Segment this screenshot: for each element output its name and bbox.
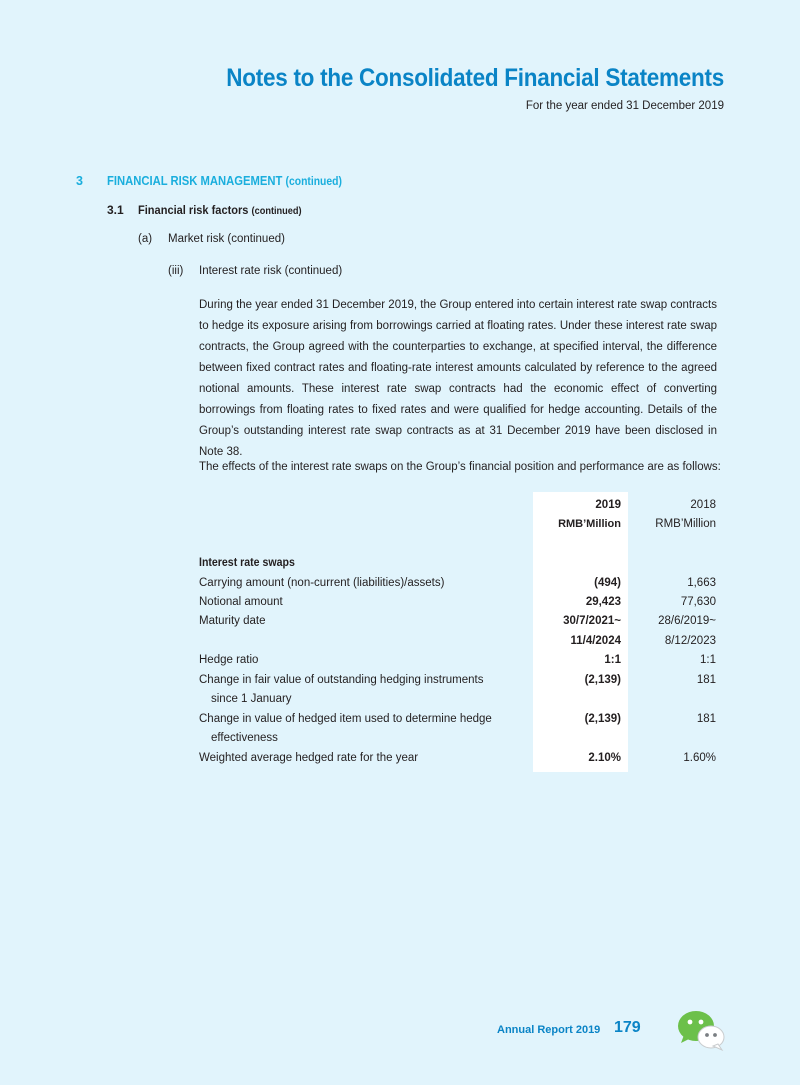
row-label: Carrying amount (non-current (liabilities)/assets) — [199, 577, 445, 589]
row-label: Change in value of hedged item used to determine hedge — [199, 713, 492, 725]
table-row — [199, 596, 717, 615]
body-paragraph-1: During the year ended 31 December 2019, the Group entered into certain interest rate swap contracts to hedge its exposure arising from borrowings carried at floating rates. Under these interest rate swap contracts, the Group agreed with the counterparties to exchange, at specified interval, the difference between fixed contract rates and floating-rate interest amounts calculated by reference to the agreed notional amounts. These interest rate swap contracts had the economic effect of converting borrowings from floating rates to fixed rates and were qualified for hedge accounting. Details of the Group’s outstanding interest rate swap contracts as at 31 December 2019 have been disclosed in Note 38. — [199, 299, 717, 458]
row-label: since 1 January — [211, 693, 292, 705]
row-value-2019: 30/7/2021~ — [563, 615, 621, 627]
row-value-2018: 1,663 — [687, 577, 716, 589]
row-value-2019: (494) — [594, 577, 621, 589]
section-heading — [107, 174, 342, 188]
row-value-2018: 77,630 — [680, 596, 716, 608]
subsection-heading — [138, 203, 302, 217]
header-unit-2019: RMB’Million — [558, 518, 621, 530]
header-unit-2018: RMB’Million — [655, 518, 716, 530]
table-row — [199, 693, 717, 712]
row-value-2018: 28/6/2019~ — [658, 615, 716, 627]
header-year-2018: 2018 — [690, 499, 716, 511]
table-section-label: Interest rate swaps — [199, 557, 295, 569]
row-label: effectiveness — [211, 732, 278, 744]
section-title-suffix: (continued) — [285, 176, 342, 188]
table-row — [199, 635, 717, 654]
row-value-2018: 1.60% — [683, 752, 716, 764]
subsection-title: Financial risk factors — [138, 203, 249, 217]
table-row — [199, 577, 717, 596]
footer-label: Annual Report 2019 — [497, 1024, 601, 1036]
subsection-number: 3.1 — [107, 203, 124, 217]
body-paragraph-2: The effects of the interest rate swaps on the Group’s financial position and performance are as follows: — [199, 461, 721, 473]
row-value-2018: 8/12/2023 — [664, 635, 716, 647]
table-row — [199, 674, 717, 693]
row-value-2019: 11/4/2024 — [570, 635, 621, 647]
subsection-title-suffix: (continued) — [251, 206, 302, 217]
table-header-unit — [199, 518, 717, 537]
header-year-2019: 2019 — [595, 499, 621, 511]
table-header-year — [199, 499, 717, 518]
footer-page-number: 179 — [614, 1019, 641, 1036]
row-label: Weighted average hedged rate for the year — [199, 752, 419, 764]
row-value-2019: 2.10% — [588, 752, 621, 764]
row-value-2019: 1:1 — [604, 654, 621, 666]
table-section-row — [199, 557, 717, 576]
row-label: Maturity date — [199, 615, 266, 627]
row-value-2018: 181 — [696, 713, 716, 725]
section-number: 3 — [76, 174, 83, 188]
page-subtitle: For the year ended 31 December 2019 — [525, 100, 724, 112]
table-row — [199, 732, 717, 751]
table-row — [199, 654, 717, 673]
wechat-logo-icon — [676, 1009, 726, 1053]
item-iii-number: (iii) — [168, 265, 184, 277]
page-title: Notes to the Consolidated Financial Statements — [226, 64, 724, 92]
item-a-number: (a) — [138, 233, 153, 245]
table-row — [199, 713, 717, 732]
table-row — [199, 615, 717, 634]
row-value-2019: (2,139) — [584, 713, 621, 725]
row-label: Notional amount — [199, 596, 283, 608]
section-title: FINANCIAL RISK MANAGEMENT — [107, 174, 283, 188]
row-value-2018: 1:1 — [700, 654, 716, 666]
table-row — [199, 752, 717, 771]
row-label: Change in fair value of outstanding hedging instruments — [199, 674, 484, 686]
item-iii-title: Interest rate risk (continued) — [199, 265, 343, 277]
row-value-2018: 181 — [696, 674, 716, 686]
row-label: Hedge ratio — [199, 654, 259, 666]
item-a-title: Market risk (continued) — [168, 233, 285, 245]
row-value-2019: (2,139) — [584, 674, 621, 686]
row-value-2019: 29,423 — [585, 596, 621, 608]
